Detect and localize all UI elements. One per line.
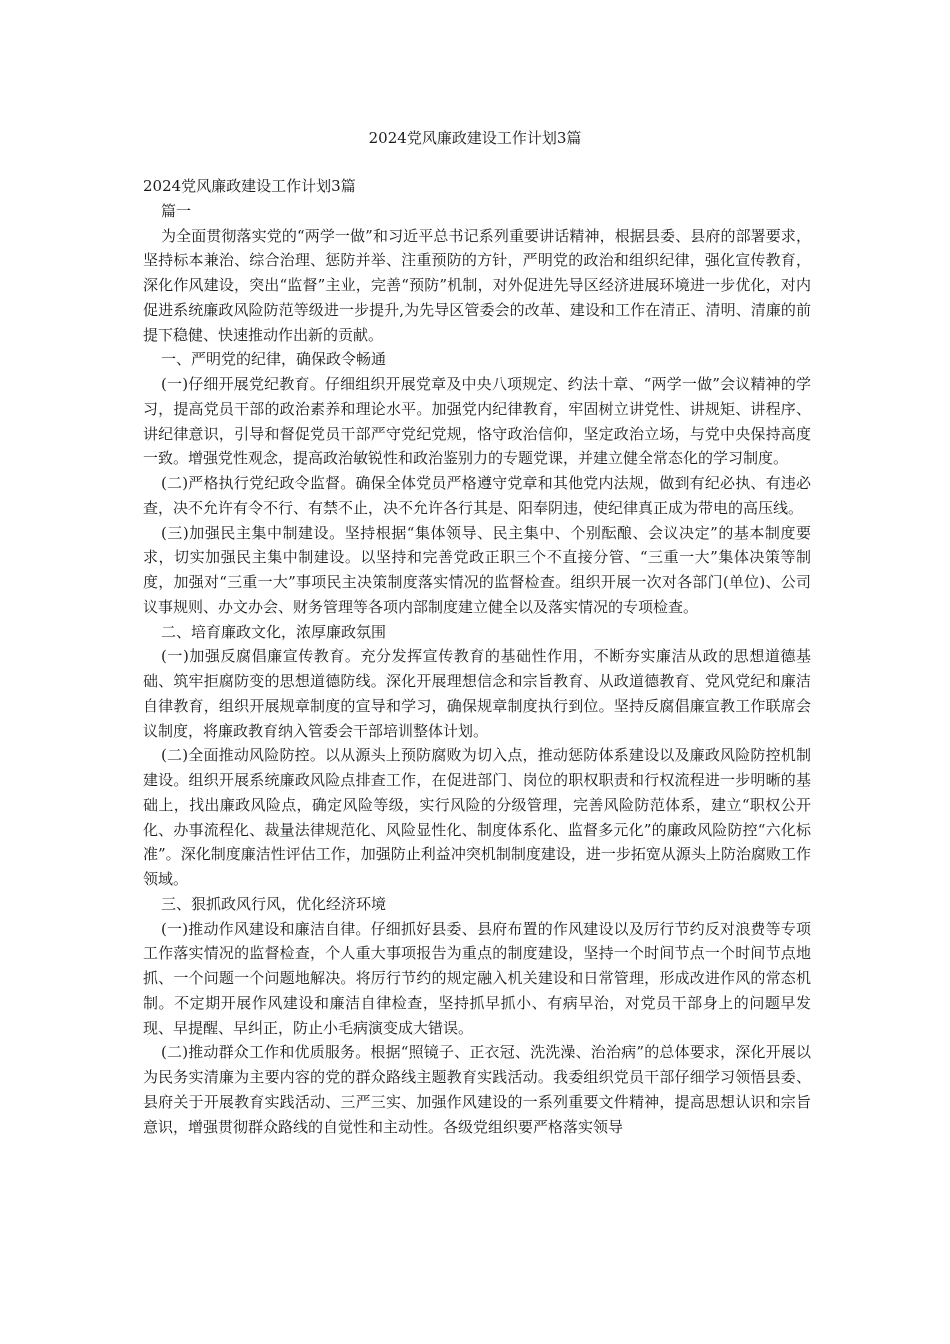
document-subtitle: 2024党风廉政建设工作计划3篇 [143, 177, 356, 195]
paragraph-1-1: (一)仔细开展党纪教育。仔细组织开展党章及中央八项规定、约法十章、“两学一做”会议精神的学习，提高党员干部的政治素养和理论水平。加强党内纪律教育，牢固树立讲党性、讲规矩、讲程序、讲纪律意识，引导和督促党员干部严守党纪党规，恪守政治信仰，坚定政治立场，与党中央保持高度一致。增强党性观念，提高政治敏锐性和政治鉴别力的专题党课，并建立健全常态化的学习制度。 [143, 375, 811, 468]
paragraph-1-2: (二)严格执行党纪政令监督。确保全体党员严格遵守党章和其他党内法规，做到有纪必执、有违必查，决不允许有令不行、有禁不止，决不允许各行其是、阳奉阴违，使纪律真正成为带电的高压线。 [143, 474, 811, 517]
intro-paragraph: 为全面贯彻落实党的“两学一做”和习近平总书记系列重要讲话精神，根据县委、县府的部署要求，坚持标本兼治、综合治理、惩防并举、注重预防的方针，严明党的政治和组织纪律，强化宣传教育，深化作风建设，突出“监督”主业，完善“预防”机制，对外促进先导区经济进展环境进一步优化，对内促进系统廉政风险防范等级进一步提升,为先导区管委会的改革、建设和工作在清正、清明、清廉的前提下稳健、快速推动作出新的贡献。 [143, 226, 811, 344]
paragraph-2-2: (二)全面推动风险防控。以从源头上预防腐败为切入点，推动惩防体系建设以及廉政风险防控机制建设。组织开展系统廉政风险点排查工作，在促进部门、岗位的职权职责和行权流程进一步明晰的基础上，找出廉政风险点，确定风险等级，实行风险的分级管理，完善风险防范体系，建立“职权公开化、办事流程化、裁量法律规范化、风险显性化、制度体系化、监督多元化”的廉政风险防控“六化标准”。深化制度廉洁性评估工作，加强防止利益冲突机制制度建设，进一步拓宽从源头上防治腐败工作领域。 [143, 746, 811, 888]
page-title: 2024党风廉政建设工作计划3篇 [368, 129, 582, 147]
heading-3: 三、狠抓政风行风，优化经济环境 [161, 894, 387, 913]
heading-2: 二、培育廉政文化，浓厚廉政氛围 [161, 622, 387, 641]
paragraph-3-2: (二)推动群众工作和优质服务。根据“照镜子、正衣冠、洗洗澡、治治病”的总体要求，深化开展以为民务实清廉为主要内容的党的群众路线主题教育实践活动。我委组织党员干部仔细学习领悟县委、县府关于开展教育实践活动、三严三实、加强作风建设的一系列重要文件精神，提高思想认识和宗旨意识，增强贯彻群众路线的自觉性和主动性。各级党组织要严格落实领导 [143, 1043, 811, 1136]
document-body [143, 174, 811, 1139]
heading-1: 一、严明党的纪律，确保政令畅通 [161, 350, 387, 369]
paragraph-1-3: (三)加强民主集中制建设。坚持根据“集体领导、民主集中、个别酝酿、会议决定”的基本制度要求，切实加强民主集中制建设。以坚持和完善党政正职三个不直接分管、“三重一大”集体决策等制度，加强对“三重一大”事项民主决策制度落实情况的监督检查。组织开展一次对各部门(单位)、公司议事规则、办文办会、财务管理等各项内部制度建立健全以及落实情况的专项检查。 [143, 523, 811, 616]
section-label: 篇一 [161, 201, 192, 220]
paragraph-3-1: (一)推动作风建设和廉洁自律。仔细抓好县委、县府布置的作风建设以及厉行节约反对浪费等专项工作落实情况的监督检查，个人重大事项报告为重点的制度建设，坚持一个时间节点一个时间节点地抓、一个问题一个问题地解决。将厉行节约的规定融入机关建设和日常管理，形成改进作风的常态机制。不定期开展作风建设和廉洁自律检查，坚持抓早抓小、有病早治，对党员干部身上的问题早发现、早提醒、早纠正，防止小毛病演变成大错误。 [143, 919, 811, 1037]
paragraph-2-1: (一)加强反腐倡廉宣传教育。充分发挥宣传教育的基础性作用，不断夯实廉洁从政的思想道德基础、筑牢拒腐防变的思想道德防线。深化开展理想信念和宗旨教育、从政道德教育、党风党纪和廉洁自律教育，组织开展规章制度的宣导和学习，确保规章制度执行到位。坚持反腐倡廉宣教工作联席会议制度，将廉政教育纳入管委会干部培训整体计划。 [143, 647, 811, 740]
